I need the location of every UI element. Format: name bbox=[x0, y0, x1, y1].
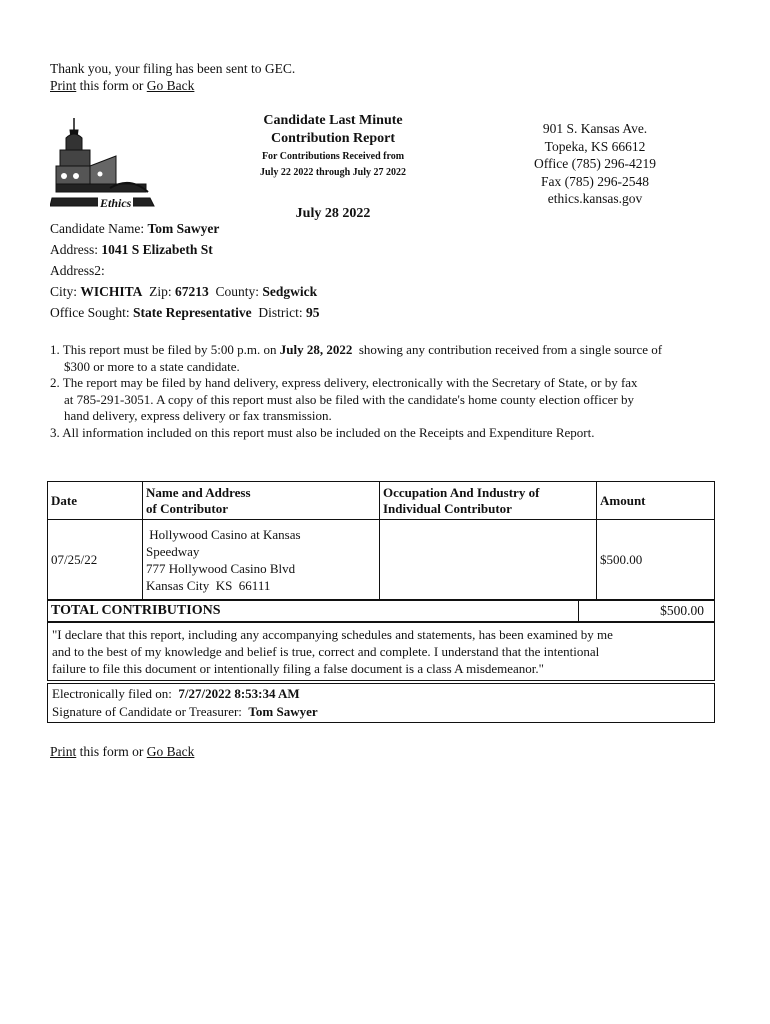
candidate-address-label: Address: bbox=[50, 242, 102, 257]
candidate-city-label: City: bbox=[50, 284, 81, 299]
candidate-name-row bbox=[50, 218, 319, 239]
filing-instructions bbox=[50, 342, 740, 441]
candidate-zip-value: 67213 bbox=[175, 284, 209, 299]
ethics-commission-logo bbox=[50, 116, 160, 216]
report-title-line2: Contribution Report bbox=[270, 131, 396, 146]
report-title-block bbox=[222, 112, 444, 222]
header-name-address bbox=[143, 482, 380, 520]
candidate-zip-label: Zip: bbox=[142, 284, 176, 299]
declaration-line2: and to the best of my knowledge and belief is true, correct and complete. I understand that the intentional bbox=[52, 644, 600, 659]
instruction-1-threshold: $300 or more to a state candidate. bbox=[64, 358, 240, 374]
declaration-line3: failure to file this document or intentionally filing a false document is a class A misdemeanor." bbox=[52, 661, 544, 676]
candidate-city-row bbox=[50, 281, 319, 302]
filed-on-value: 7/27/2022 8:53:34 AM bbox=[178, 686, 300, 701]
candidate-address2-row bbox=[50, 260, 319, 281]
header-amount: Amount bbox=[597, 482, 715, 520]
instruction-2-line2: at 785-291-3051. A copy of this report must also be filed with the candidate's home county election officer by bbox=[64, 391, 634, 407]
filed-on-row bbox=[52, 685, 710, 703]
row-contributor bbox=[143, 520, 380, 600]
contributions-table bbox=[47, 481, 715, 600]
report-period-line2: July 22 2022 through July 27 2022 bbox=[260, 167, 406, 178]
office-fax: Fax (785) 296-2548 bbox=[541, 173, 649, 189]
signature-label: Signature of Candidate or Treasurer: bbox=[52, 704, 249, 719]
candidate-info bbox=[50, 218, 319, 323]
print-link[interactable]: Print bbox=[50, 78, 77, 93]
confirmation-message bbox=[50, 60, 295, 94]
candidate-county-label: County: bbox=[208, 284, 263, 299]
logo-caption: Ethics bbox=[100, 196, 132, 210]
office-sought-label: Office Sought: bbox=[50, 305, 133, 320]
row-amount: $500.00 bbox=[597, 520, 715, 600]
nav-separator-text: this form or bbox=[76, 78, 147, 93]
report-date: July 28 2022 bbox=[295, 206, 371, 221]
district-value: 95 bbox=[305, 305, 320, 320]
header-occ-line2: Individual Contributor bbox=[383, 500, 512, 516]
sent-confirmation-text: Thank you, your filing has been sent to GEC. bbox=[50, 61, 296, 76]
table-header-row bbox=[48, 482, 715, 520]
contributor-name-line2: Speedway bbox=[146, 543, 200, 559]
filed-on-label: Electronically filed on: bbox=[52, 686, 179, 701]
filing-signature-block bbox=[47, 683, 715, 723]
header-name-line1: Name and Address bbox=[146, 484, 251, 500]
office-sought-value: State Representative bbox=[133, 305, 252, 320]
instruction-1-text: 1. This report must be filed by 5:00 p.m. on bbox=[50, 342, 280, 357]
office-street: 901 S. Kansas Ave. bbox=[542, 121, 648, 136]
candidate-address2-label: Address2: bbox=[50, 263, 105, 278]
bottom-nav-links bbox=[50, 744, 194, 760]
office-city: Topeka, KS 66612 bbox=[544, 138, 646, 154]
row-date: 07/25/22 bbox=[48, 520, 143, 600]
total-contributions-row bbox=[47, 600, 715, 622]
instruction-3: 3. All information included on this report must also be included on the Receipts and Expenditure Report. bbox=[50, 424, 595, 440]
candidate-office-row bbox=[50, 302, 319, 323]
candidate-county-value: Sedgwick bbox=[262, 284, 318, 299]
signature-row bbox=[52, 703, 710, 721]
contributor-address-line2: Kansas City KS 66111 bbox=[146, 577, 271, 593]
candidate-name-value: Tom Sawyer bbox=[147, 221, 220, 236]
header-occ-line1: Occupation And Industry of bbox=[383, 484, 540, 500]
go-back-link-bottom[interactable]: Go Back bbox=[146, 744, 195, 759]
instruction-2-line1: 2. The report may be filed by hand delivery, express delivery, electronically with the Secretary of State, or by fax bbox=[50, 375, 638, 390]
top-nav-links bbox=[50, 77, 295, 94]
declaration-line1: "I declare that this report, including any accompanying schedules and statements, has been examined by me bbox=[52, 627, 613, 642]
table-row bbox=[48, 520, 715, 600]
instruction-1-deadline: July 28, 2022 bbox=[279, 342, 353, 357]
office-address-block bbox=[520, 120, 670, 208]
instruction-2-line3: hand delivery, express delivery or fax transmission. bbox=[64, 408, 332, 423]
header-occupation bbox=[380, 482, 597, 520]
print-link-bottom[interactable]: Print bbox=[50, 744, 77, 759]
office-phone: Office (785) 296-4219 bbox=[534, 156, 656, 171]
office-website: ethics.kansas.gov bbox=[547, 191, 643, 206]
district-label: District: bbox=[251, 305, 306, 320]
contributor-address-line1: 777 Hollywood Casino Blvd bbox=[146, 560, 296, 576]
bottom-nav-separator-text: this form or bbox=[76, 744, 147, 759]
total-divider bbox=[578, 601, 579, 621]
instruction-1-text-cont: showing any contribution received from a single source of bbox=[352, 342, 663, 357]
report-title-line1: Candidate Last Minute bbox=[263, 113, 403, 128]
candidate-name-label: Candidate Name: bbox=[50, 221, 148, 236]
total-label: TOTAL CONTRIBUTIONS bbox=[51, 603, 221, 618]
instruction-1 bbox=[50, 342, 740, 359]
contributor-name-line1: Hollywood Casino at Kansas bbox=[146, 526, 301, 542]
candidate-city-value: WICHITA bbox=[80, 284, 143, 299]
header-name-line2: of Contributor bbox=[146, 500, 228, 516]
row-occupation bbox=[380, 520, 597, 600]
declaration-statement bbox=[47, 622, 715, 681]
report-period-line1: For Contributions Received from bbox=[261, 151, 405, 162]
candidate-address-value: 1041 S Elizabeth St bbox=[101, 242, 213, 257]
signature-value: Tom Sawyer bbox=[248, 704, 318, 719]
go-back-link[interactable]: Go Back bbox=[146, 78, 195, 93]
header-date: Date bbox=[48, 482, 143, 520]
candidate-address-row bbox=[50, 239, 319, 260]
total-amount: $500.00 bbox=[660, 603, 704, 618]
